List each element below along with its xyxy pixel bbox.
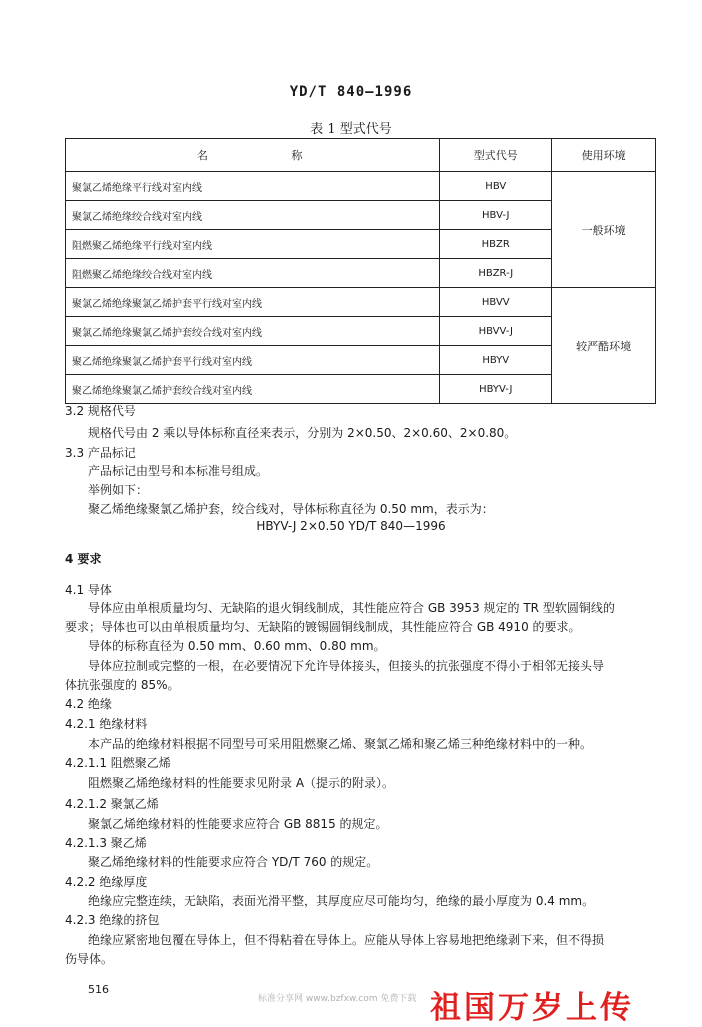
row-name: 阻燃聚乙烯绝缘绞合线对室内线: [66, 259, 440, 288]
section-4-2-3-text-2: 伤导体。: [65, 952, 114, 966]
header-env: 使用环境: [552, 139, 656, 172]
table-row: [66, 172, 656, 201]
section-4-2-1-2-heading: 4.2.1.2 聚氯乙烯: [65, 797, 159, 811]
upload-banner: 祖国万岁上传: [430, 990, 634, 1026]
section-3-3-text-3: 聚乙烯绝缘聚氯乙烯护套，绞合线对，导体标称直径为 0.50 mm，表示为：: [88, 502, 494, 516]
row-code: HBVV: [440, 288, 552, 317]
row-name: 聚氯乙烯绝缘聚氯乙烯护套平行线对室内线: [66, 288, 440, 317]
example-formula: HBYV-J 2×0.50 YD/T 840—1996: [256, 519, 446, 533]
section-4-2-1-3-text: 聚乙烯绝缘材料的性能要求应符合 YD/T 760 的规定。: [88, 855, 379, 869]
table-header-row: [66, 139, 656, 172]
section-3-3-text-2: 举例如下：: [88, 483, 149, 497]
section-3-3-text-1: 产品标记由型号和本标准号组成。: [88, 464, 269, 478]
section-4-1-text-3: 导体的标称直径为 0.50 mm、0.60 mm、0.80 mm。: [88, 639, 386, 653]
section-4-1-text-1: 导体应由单根质量均匀、无缺陷的退火铜线制成，其性能应符合 GB 3953 规定的 TR 型软圆铜线的: [88, 601, 615, 615]
table-row: [66, 288, 656, 317]
section-4-1-text-5: 体抗张强度的 85%。: [65, 678, 180, 692]
env-general: 一般环境: [552, 172, 656, 288]
section-4-2-heading: 4.2 绝缘: [65, 697, 112, 711]
row-code: HBVV-J: [440, 317, 552, 346]
row-code: HBV: [440, 172, 552, 201]
section-3-2-text: 规格代号由 2 乘以导体标称直径来表示，分别为 2×0.50、2×0.60、2×0.80。: [88, 426, 517, 440]
row-name: 聚氯乙烯绝缘平行线对室内线: [66, 172, 440, 201]
row-name: 聚氯乙烯绝缘绞合线对室内线: [66, 201, 440, 230]
section-4-2-1-heading: 4.2.1 绝缘材料: [65, 717, 148, 731]
section-4-2-1-1-heading: 4.2.1.1 阻燃聚乙烯: [65, 756, 171, 770]
section-3-3-heading: 3.3 产品标记: [65, 446, 136, 460]
env-harsh: 较严酷环境: [552, 288, 656, 404]
section-4-2-2-text: 绝缘应完整连续，无缺陷，表面光滑平整，其厚度应尽可能均匀，绝缘的最小厚度为 0.4 mm。: [88, 894, 595, 908]
section-4-2-2-heading: 4.2.2 绝缘厚度: [65, 875, 148, 889]
row-name: 阻燃聚乙烯绝缘平行线对室内线: [66, 230, 440, 259]
header-code: 型式代号: [440, 139, 552, 172]
row-name: 聚氯乙烯绝缘聚氯乙烯护套绞合线对室内线: [66, 317, 440, 346]
document-header: YD/T 840—1996: [289, 84, 413, 100]
section-4-2-1-1-text: 阻燃聚乙烯绝缘材料的性能要求见附录 A（提示的附录）。: [88, 776, 395, 790]
section-4-1-text-2: 要求；导体也可以由单根质量均匀、无缺陷的镀锡圆铜线制成，其性能应符合 GB 4910 的要求。: [65, 620, 581, 634]
section-4-2-3-text-1: 绝缘应紧密地包覆在导体上，但不得粘着在导体上。应能从导体上容易地把绝缘剥下来，但不得损: [88, 933, 605, 947]
section-4-1-text-4: 导体应拉制或完整的一根，在必要情况下允许导体接头，但接头的抗张强度不得小于相邻无接头导: [88, 659, 605, 673]
section-4-heading: 4 要求: [65, 552, 102, 566]
row-code: HBZR: [440, 230, 552, 259]
section-3-2-heading: 3.2 规格代号: [65, 404, 136, 418]
section-4-2-1-2-text: 聚氯乙烯绝缘材料的性能要求应符合 GB 8815 的规定。: [88, 817, 388, 831]
row-name: 聚乙烯绝缘聚氯乙烯护套绞合线对室内线: [66, 375, 440, 404]
page-number: 516: [88, 983, 109, 996]
section-4-1-heading: 4.1 导体: [65, 583, 112, 597]
watermark-text: 标准分享网 www.bzfxw.com 免费下载: [258, 994, 417, 1004]
table-caption: 表 1 型式代号: [310, 122, 392, 137]
header-name: 名 称: [66, 139, 440, 172]
section-4-2-1-text: 本产品的绝缘材料根据不同型号可采用阻燃聚乙烯、聚氯乙烯和聚乙烯三种绝缘材料中的一种。: [88, 737, 593, 751]
row-name: 聚乙烯绝缘聚氯乙烯护套平行线对室内线: [66, 346, 440, 375]
row-code: HBV-J: [440, 201, 552, 230]
section-4-2-3-heading: 4.2.3 绝缘的挤包: [65, 913, 160, 927]
row-code: HBYV: [440, 346, 552, 375]
row-code: HBYV-J: [440, 375, 552, 404]
type-code-table: [65, 138, 656, 404]
section-4-2-1-3-heading: 4.2.1.3 聚乙烯: [65, 836, 147, 850]
row-code: HBZR-J: [440, 259, 552, 288]
